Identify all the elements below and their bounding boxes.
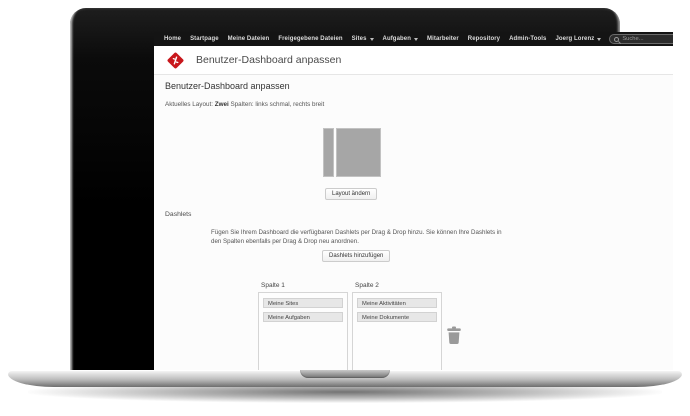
user-menu[interactable] <box>555 36 601 42</box>
chevron-down-icon <box>370 38 374 41</box>
nav-item-meine-dateien[interactable] <box>228 36 270 42</box>
browser-viewport <box>154 32 673 370</box>
user-name-label: Joerg Lorenz <box>555 36 595 42</box>
laptop-lid-notch <box>300 370 390 378</box>
nav-item-label: Mitarbeiter <box>426 36 459 42</box>
layout-preview-left-column <box>323 128 334 177</box>
trash-icon[interactable] <box>446 326 462 345</box>
dashlet-item[interactable]: Meine Dokumente <box>357 312 437 322</box>
column-1-dropzone[interactable] <box>258 292 348 370</box>
nav-right-group <box>555 34 673 44</box>
page-header <box>154 46 673 75</box>
search-icon <box>614 37 619 42</box>
dashlets-instructions: Fügen Sie Ihrem Dashboard die verfügbaren Dashlets per Drag & Drop hinzu. Sie können Ihre Dashlets in den Spalten ebenfalls per Drag & Drop neu anordnen. <box>211 229 502 245</box>
nav-item-sites[interactable] <box>352 36 374 42</box>
top-navigation-bar <box>154 32 673 46</box>
nav-item-freigegebene-dateien[interactable] <box>278 36 342 42</box>
current-layout-value-rest: Spalten: links schmal, rechts breit <box>230 101 325 108</box>
nav-item-label: Aufgaben <box>382 36 411 42</box>
chevron-down-icon <box>414 38 418 41</box>
dashlet-item[interactable]: Meine Aufgaben <box>263 312 343 322</box>
nav-item-label: Startpage <box>190 36 219 42</box>
laptop-lid-bezel <box>70 8 644 370</box>
column-1-label: Spalte 1 <box>261 282 285 289</box>
nav-item-label: Admin-Tools <box>509 36 547 42</box>
nav-item-label: Meine Dateien <box>227 36 270 42</box>
layout-preview <box>323 128 381 177</box>
dashlet-item[interactable]: Meine Sites <box>263 298 343 308</box>
nav-item-label: Freigegebene Dateien <box>278 36 343 42</box>
section-heading: Benutzer-Dashboard anpassen <box>165 81 290 91</box>
nav-item-label: Home <box>164 36 182 42</box>
column-2-label: Spalte 2 <box>355 282 379 289</box>
add-dashlets-button[interactable]: Dashlets hinzufügen <box>322 250 390 262</box>
nav-item-startpage[interactable] <box>190 36 219 42</box>
nav-item-aufgaben[interactable] <box>383 36 418 42</box>
current-layout-text <box>165 101 324 108</box>
nav-item-mitarbeiter[interactable] <box>427 36 459 42</box>
current-layout-value-bold: Zwei <box>214 101 229 108</box>
dashlets-section-label: Dashlets <box>165 211 192 218</box>
nav-item-label: Sites <box>351 36 367 42</box>
search-box[interactable] <box>609 34 673 44</box>
change-layout-button[interactable]: Layout ändern <box>325 188 377 200</box>
company-logo-icon <box>166 51 185 70</box>
chevron-down-icon <box>597 38 601 41</box>
search-input[interactable]: Suche... <box>622 36 644 42</box>
column-2-dropzone[interactable] <box>352 292 442 370</box>
dashlet-item[interactable]: Meine Aktivitäten <box>357 298 437 308</box>
current-layout-label: Aktuelles Layout: <box>165 101 213 108</box>
nav-item-label: Repository <box>467 36 501 42</box>
layout-preview-right-column <box>336 128 381 177</box>
nav-item-admin-tools[interactable] <box>509 36 546 42</box>
nav-item-home[interactable] <box>164 36 181 42</box>
page-title: Benutzer-Dashboard anpassen <box>196 54 342 66</box>
nav-item-repository[interactable] <box>468 36 500 42</box>
